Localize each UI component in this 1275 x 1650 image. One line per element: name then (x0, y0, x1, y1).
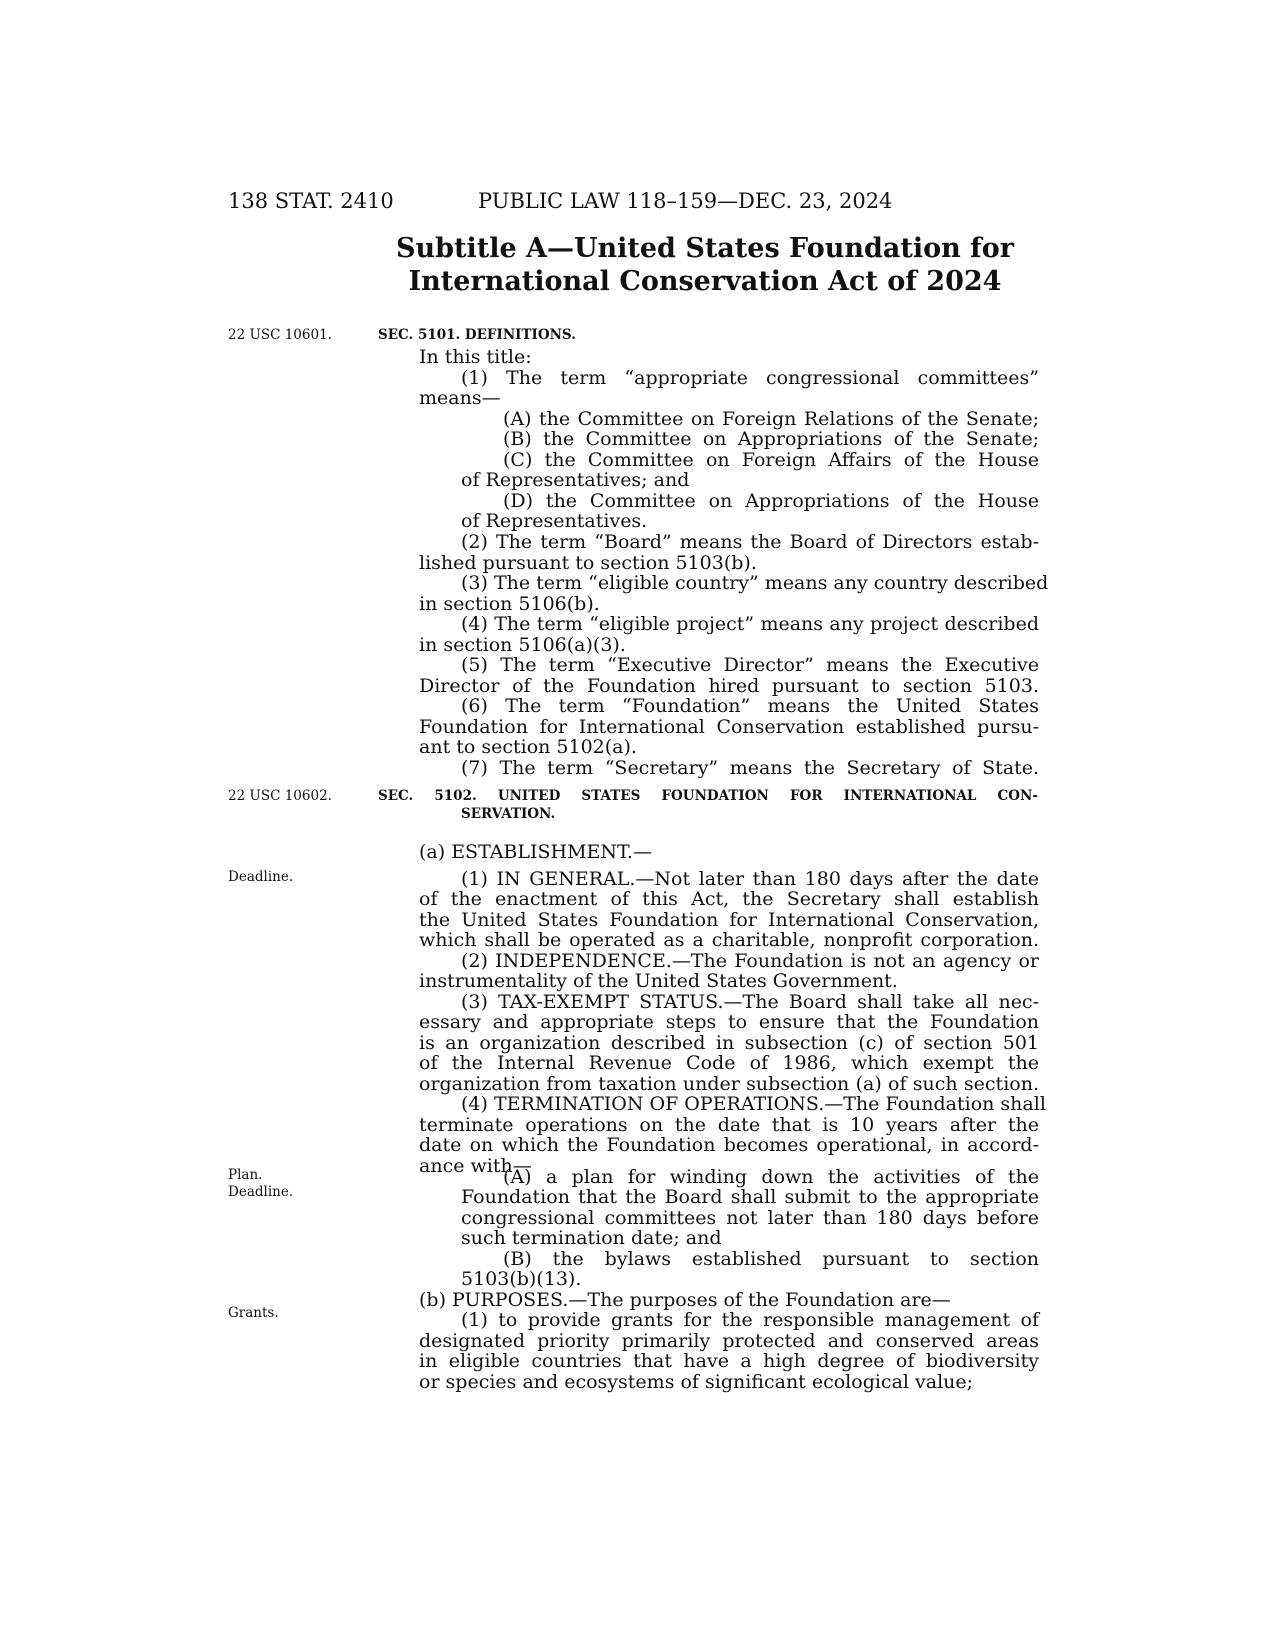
section-heading-5102-continued: SERVATION. (461, 806, 556, 822)
text-line: in eligible countries that have a high degree of biodiversity (419, 1350, 1039, 1372)
text-line: of the enactment of this Act, the Secretary shall establish (419, 888, 1039, 910)
text-line: ance with— (419, 1155, 532, 1177)
text-line: (3) TAX-EXEMPT STATUS.—The Board shall take all nec- (461, 991, 1039, 1013)
section-heading-5102: SEC. 5102. UNITED STATES FOUNDATION FOR INTERNATIONAL CON- (378, 788, 1038, 804)
text-line: (1) IN GENERAL.—Not later than 180 days after the date (461, 868, 1039, 890)
text-line: such termination date; and (461, 1227, 722, 1249)
subsection-heading: (b) PURPOSES.—The purposes of the Foundation are— (419, 1289, 951, 1311)
text-line: 5103(b)(13). (461, 1268, 582, 1290)
text-line: Foundation that the Board shall submit to the appropriate (461, 1186, 1039, 1208)
text-line: means— (419, 387, 501, 409)
text-line: (2) INDEPENDENCE.—The Foundation is not an agency or (461, 950, 1039, 972)
text-line: (2) The term “Board” means the Board of Directors estab- (461, 531, 1039, 553)
section-heading-5101: SEC. 5101. DEFINITIONS. (378, 327, 576, 343)
text-line: is an organization described in subsection (c) of section 501 (419, 1032, 1039, 1054)
margin-note-plan: Plan. (228, 1167, 263, 1183)
margin-note-deadline: Deadline. (228, 1184, 294, 1200)
margin-note-usc-10602: 22 USC 10602. (228, 788, 332, 804)
text-line: terminate operations on the date that is 10 years after the (419, 1114, 1039, 1136)
text-line: (B) the bylaws established pursuant to section (503, 1248, 1039, 1270)
text-line: of Representatives; and (461, 469, 690, 491)
subtitle-title-line-2: International Conservation Act of 2024 (408, 266, 1002, 297)
text-line: (3) The term “eligible country” means any country described (461, 572, 1049, 594)
text-line: (D) the Committee on Appropriations of the House (503, 490, 1039, 512)
text-line: (C) the Committee on Foreign Affairs of the House (503, 449, 1039, 471)
text-line: of Representatives. (461, 510, 648, 532)
text-line: essary and appropriate steps to ensure that the Foundation (419, 1011, 1039, 1033)
subtitle-title-line-1: Subtitle A—United States Foundation for (395, 233, 1015, 264)
text-line: designated priority primarily protected and conserved areas (419, 1330, 1039, 1352)
text-line: In this title: (419, 346, 532, 368)
text-line: (4) TERMINATION OF OPERATIONS.—The Foundation shall (461, 1093, 1046, 1115)
margin-note-deadline: Deadline. (228, 869, 294, 885)
text-line: in section 5106(b). (419, 593, 600, 615)
text-line: ant to section 5102(a). (419, 736, 637, 758)
text-line: (B) the Committee on Appropriations of the Senate; (503, 428, 1039, 450)
text-line: or species and ecosystems of significant ecological value; (419, 1371, 974, 1393)
text-line: (7) The term “Secretary” means the Secretary of State. (461, 757, 1039, 779)
text-line: lished pursuant to section 5103(b). (419, 552, 757, 574)
text-line: (A) the Committee on Foreign Relations of the Senate; (503, 408, 1039, 430)
subsection-heading: (a) ESTABLISHMENT.— (419, 841, 652, 863)
text-line: (6) The term “Foundation” means the United States (461, 695, 1039, 717)
public-law-header: PUBLIC LAW 118–159—DEC. 23, 2024 (478, 189, 893, 213)
text-line: which shall be operated as a charitable, nonprofit corporation. (419, 929, 1039, 951)
text-line: Foundation for International Conservation established pursu- (419, 716, 1039, 738)
text-line: (4) The term “eligible project” means any project described (461, 613, 1039, 635)
text-line: (A) a plan for winding down the activities of the (503, 1166, 1039, 1188)
text-line: of the Internal Revenue Code of 1986, which exempt the (419, 1052, 1039, 1074)
text-line: (5) The term “Executive Director” means the Executive (461, 654, 1039, 676)
text-line: the United States Foundation for International Conservation, (419, 909, 1039, 931)
margin-note-usc-10601: 22 USC 10601. (228, 327, 332, 343)
text-line: (1) The term “appropriate congressional committees” (461, 367, 1039, 389)
text-line: congressional committees not later than 180 days before (461, 1207, 1039, 1229)
text-line: Director of the Foundation hired pursuant to section 5103. (419, 675, 1039, 697)
text-line: in section 5106(a)(3). (419, 634, 626, 656)
text-line: instrumentality of the United States Government. (419, 970, 898, 992)
margin-note-grants: Grants. (228, 1305, 279, 1321)
text-line: organization from taxation under subsection (a) of such section. (419, 1073, 1039, 1095)
page-stat-number: 138 STAT. 2410 (228, 189, 394, 213)
text-line: date on which the Foundation becomes operational, in accord- (419, 1134, 1039, 1156)
text-line: (1) to provide grants for the responsible management of (461, 1309, 1039, 1331)
